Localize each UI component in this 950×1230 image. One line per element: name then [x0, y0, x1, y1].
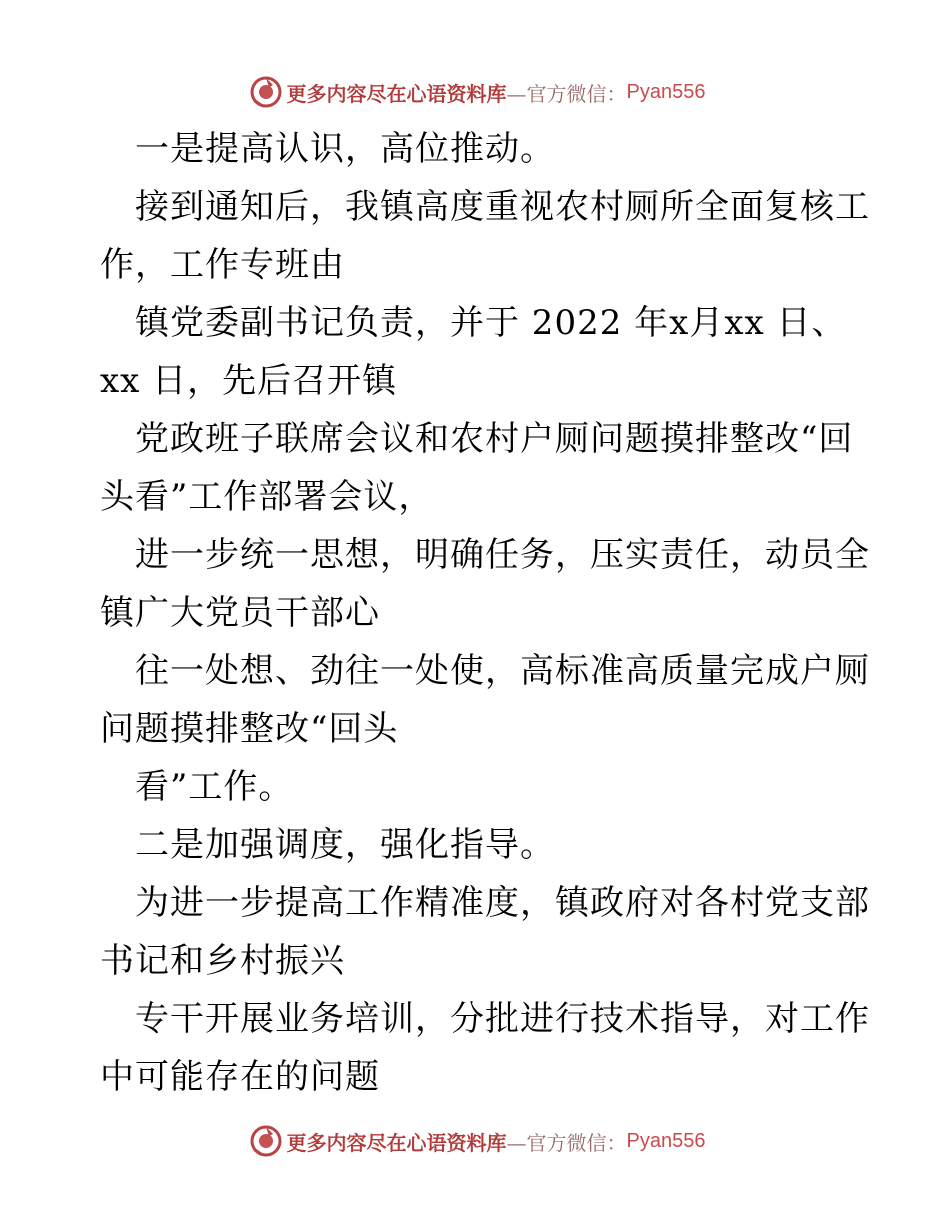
document-body: [100, 120, 870, 1106]
text-line: 中可能存在的问题: [100, 1057, 380, 1097]
text-line: 为进一步提高工作精准度，镇政府对各村党支部: [135, 883, 870, 923]
text-line: 作，工作专班由: [100, 245, 345, 285]
footer-watermark: [0, 1121, 950, 1161]
text-line: 问题摸排整改“回头: [100, 709, 399, 749]
watermark-brand-text: 更多内容尽在心语资料库: [286, 81, 507, 106]
watermark-wechat-id: Pyan556: [626, 80, 706, 103]
text-line: 党政班子联席会议和农村户厕问题摸排整改“回: [135, 419, 854, 459]
brand-logo-icon: [249, 1124, 283, 1158]
text-line: 镇广大党员干部心: [100, 593, 380, 633]
watermark-brand-text: 更多内容尽在心语资料库: [286, 1130, 507, 1155]
watermark-wechat-id: Pyan556: [626, 1129, 706, 1152]
text-line: 一是提高认识，高位推动。: [135, 129, 555, 169]
text-line: 专干开展业务培训，分批进行技术指导，对工作: [135, 999, 870, 1039]
text-line: 进一步统一思想，明确任务，压实责任，动员全: [135, 535, 870, 575]
watermark-separator: —官方微信：: [506, 81, 627, 106]
text-line: 看”工作。: [135, 767, 294, 807]
header-watermark: [0, 72, 950, 112]
text-line: 头看”工作部署会议，: [100, 477, 434, 517]
text-line: 往一处想、劲往一处使，高标准高质量完成户厕: [135, 651, 870, 691]
text-line: 镇党委副书记负责，并于 2022 年x月xx 日、: [135, 303, 847, 343]
text-line: xx 日，先后召开镇: [100, 361, 398, 401]
text-line: 二是加强调度，强化指导。: [135, 825, 555, 865]
text-line: 接到通知后，我镇高度重视农村厕所全面复核工: [135, 187, 870, 227]
watermark-separator: —官方微信：: [506, 1130, 627, 1155]
text-line: 书记和乡村振兴: [100, 941, 345, 981]
brand-logo-icon: [249, 75, 283, 109]
